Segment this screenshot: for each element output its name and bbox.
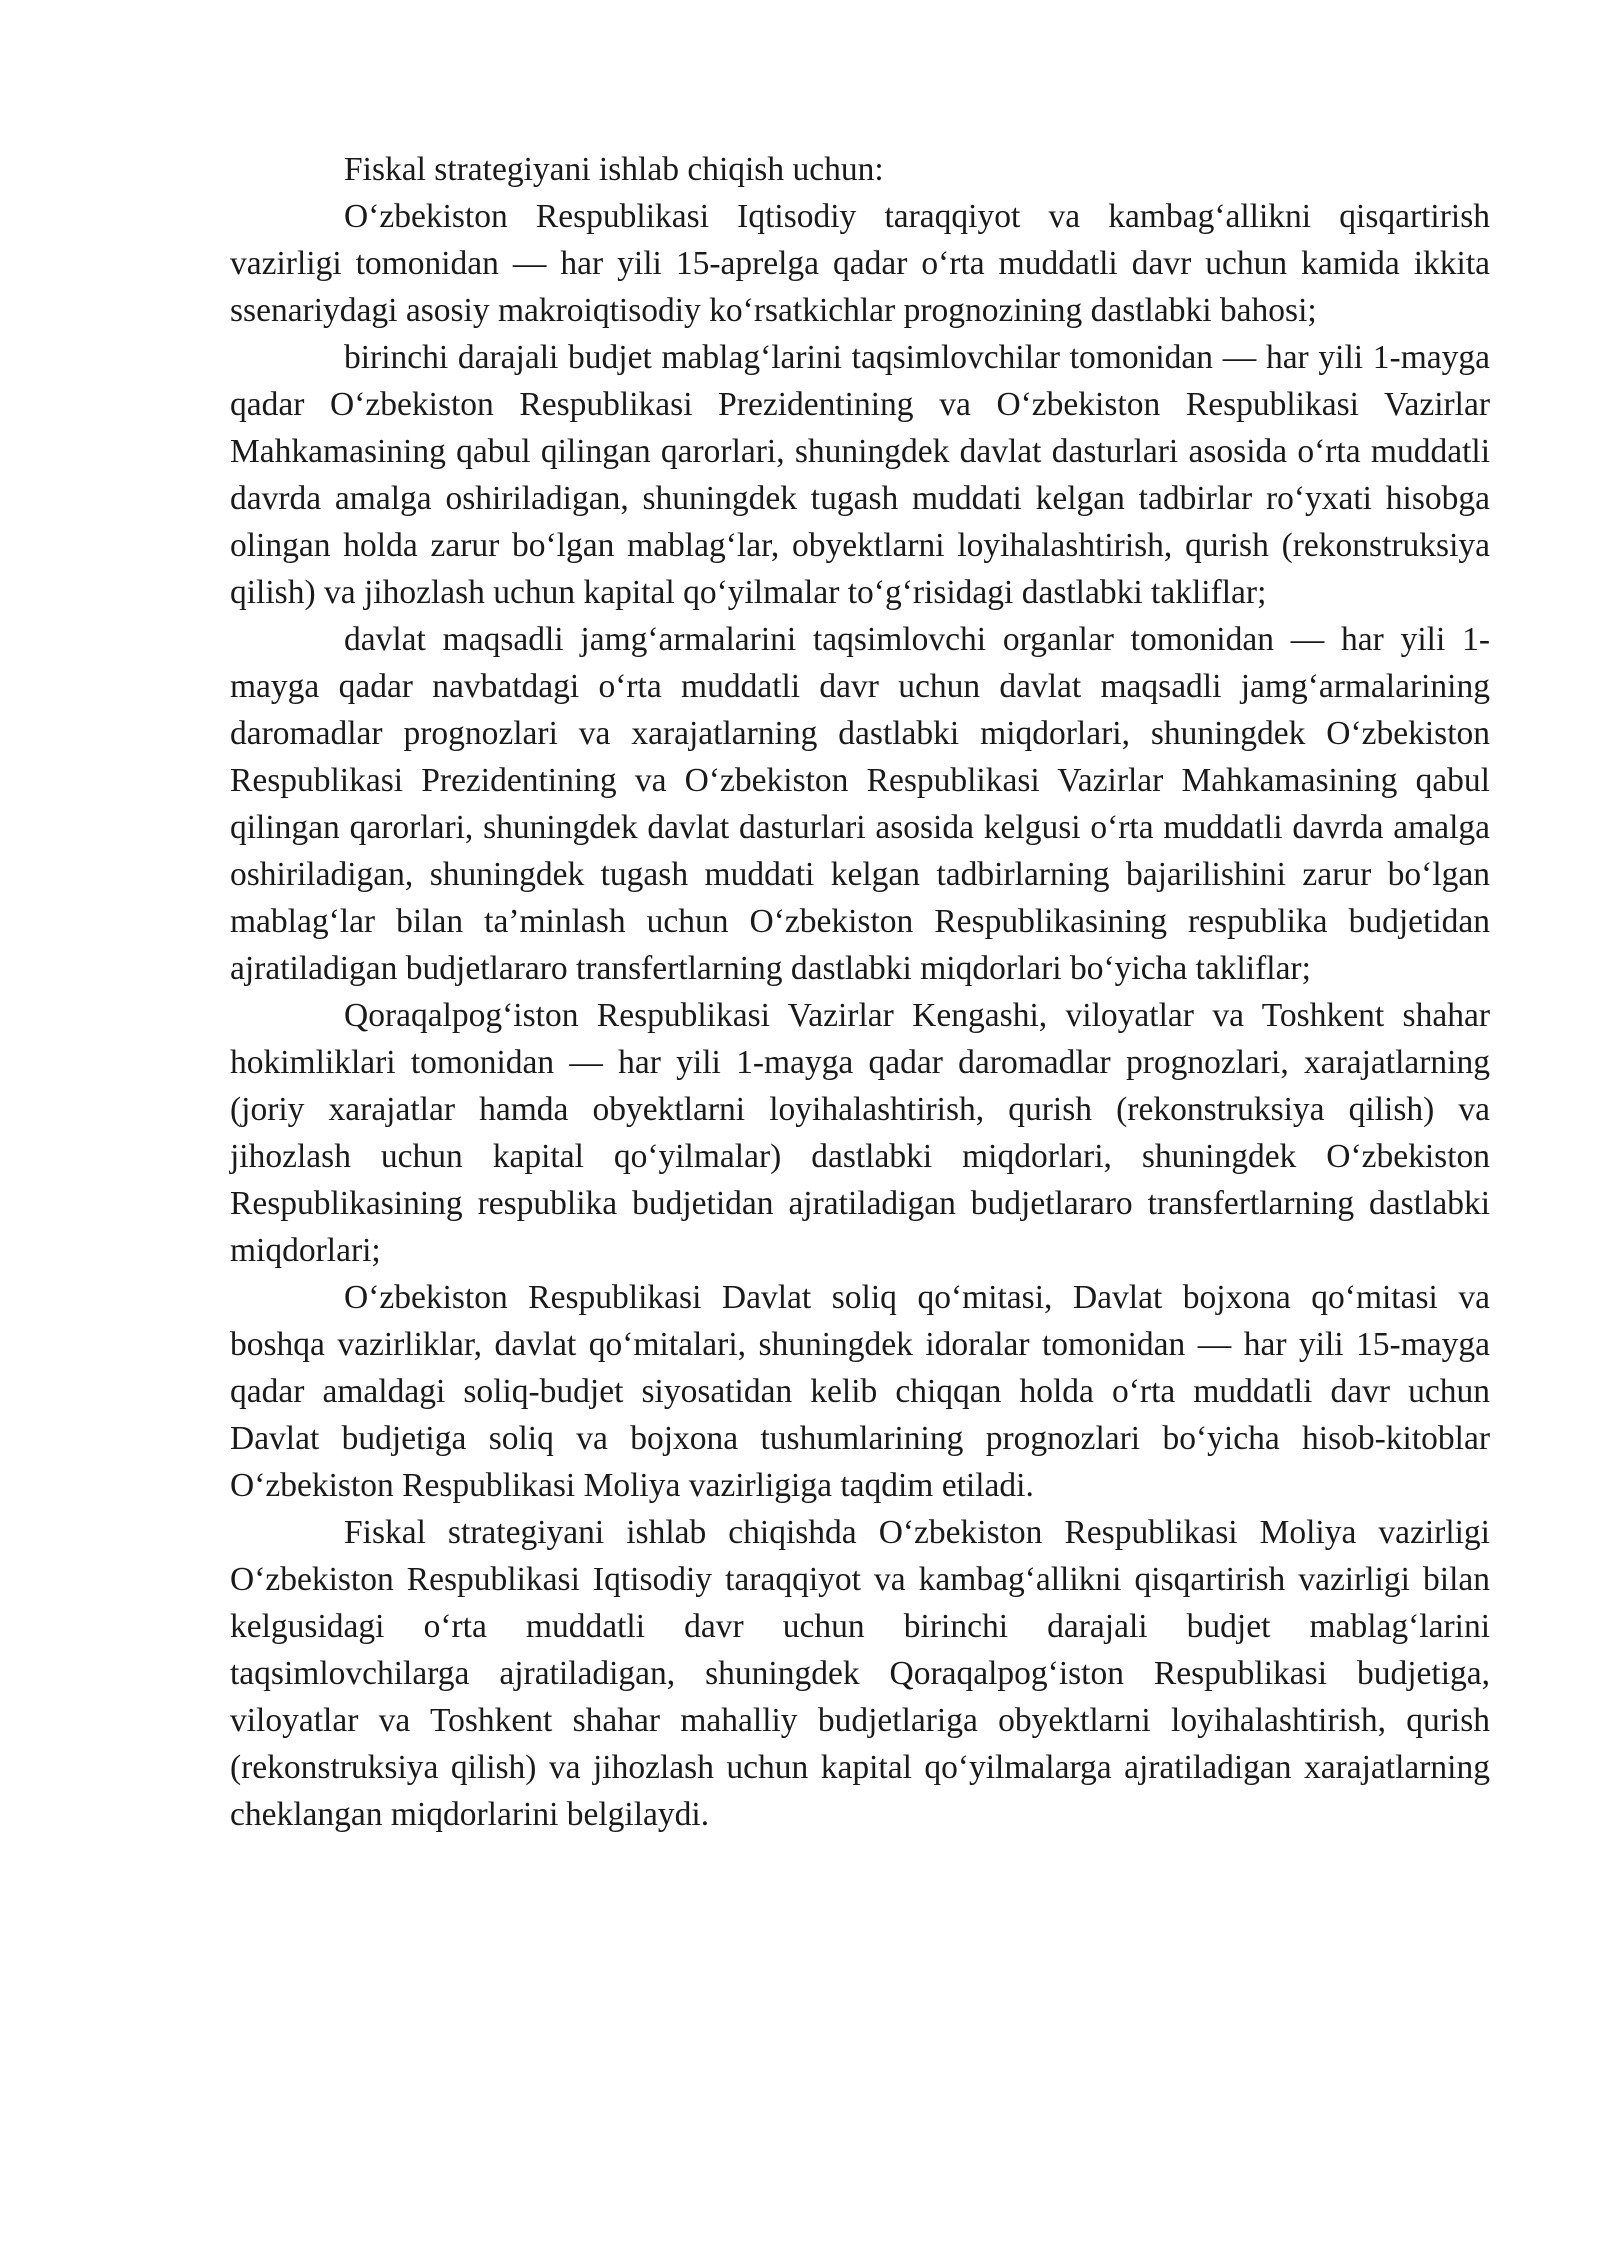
paragraph-budget-distributors: birinchi darajali budjet mablag‘larini taqsimlovchilar tomonidan — har yili 1-mayga qadar O‘zbekiston Respublikasi Prezidentining va O‘zbekiston Respublikasi Vazirlar Mahkamasining qabul qilingan qarorlari, shuningdek davlat dasturlari asosida o‘rta muddatli davrda amalga oshiriladigan, shuningdek tugash muddati kelgan tadbirlar ro‘yxati hisobga olingan holda zarur bo‘lgan mablag‘lar, obyektlarni loyihalashtirish, qurish (rekonstruksiya qilish) va jihozlash uchun kapital qo‘yilmalar to‘g‘risidagi dastlabki takliflar; [230,339,1490,611]
paragraph-ministry-economy: O‘zbekiston Respublikasi Iqtisodiy taraqqiyot va kambag‘allikni qisqartirish vazirligi tomonidan — har yili 15-aprelga qadar o‘rta muddatli davr uchun kamida ikkita ssenariydagi asosiy makroiqtisodiy ko‘rsatkichlar prognozining dastlabki bahosi; [230,198,1490,329]
paragraph-ministry-finance: Fiskal strategiyani ishlab chiqishda O‘zbekiston Respublikasi Moliya vazirligi O‘zbekiston Respublikasi Iqtisodiy taraqqiyot va kambag‘allikni qisqartirish vazirligi bilan kelgusidagi o‘rta muddatli davr uchun birinchi darajali budjet mablag‘larini taqsimlovchilarga ajratiladigan, shuningdek Qoraqalpog‘iston Respublikasi budjetiga, viloyatlar va Toshkent shahar mahalliy budjetlariga obyektlarni loyihalashtirish, qurish (rekonstruksiya qilish) va jihozlash uchun kapital qo‘yilmalarga ajratiladigan xarajatlarning cheklangan miqdorlarini belgilaydi. [230,1514,1490,1833]
paragraph-tax-customs: O‘zbekiston Respublikasi Davlat soliq qo‘mitasi, Davlat bojxona qo‘mitasi va boshqa vazirliklar, davlat qo‘mitalari, shuningdek idoralar tomonidan — har yili 15-mayga qadar amaldagi soliq-budjet siyosatidan kelib chiqqan holda o‘rta muddatli davr uchun Davlat budjetiga soliq va bojxona tushumlarining prognozlari bo‘yicha hisob-kitoblar O‘zbekiston Respublikasi Moliya vazirligiga taqdim etiladi. [230,1279,1490,1504]
paragraph-intro: Fiskal strategiyani ishlab chiqish uchun: [344,151,884,188]
document-page [230,146,1490,1838]
paragraph-target-funds: davlat maqsadli jamg‘armalarini taqsimlovchi organlar tomonidan — har yili 1-mayga qadar navbatdagi o‘rta muddatli davr uchun davlat maqsadli jamg‘armalarining daromadlar prognozlari va xarajatlarning dastlabki miqdorlari, shuningdek O‘zbekiston Respublikasi Prezidentining va O‘zbekiston Respublikasi Vazirlar Mahkamasining qabul qilingan qarorlari, shuningdek davlat dasturlari asosida kelgusi o‘rta muddatli davrda amalga oshiriladigan, shuningdek tugash muddati kelgan tadbirlarning bajarilishini zarur bo‘lgan mablag‘lar bilan ta’minlash uchun O‘zbekiston Respublikasining respublika budjetidan ajratiladigan budjetlararo transfertlarning dastlabki miqdorlari bo‘yicha takliflar; [230,621,1490,987]
paragraph-regional-councils: Qoraqalpog‘iston Respublikasi Vazirlar Kengashi, viloyatlar va Toshkent shahar hokimliklari tomonidan — har yili 1-mayga qadar daromadlar prognozlari, xarajatlarning (joriy xarajatlar hamda obyektlarni loyihalashtirish, qurish (rekonstruksiya qilish) va jihozlash uchun kapital qo‘yilmalar) dastlabki miqdorlari, shuningdek O‘zbekiston Respublikasining respublika budjetidan ajratiladigan budjetlararo transfertlarning dastlabki miqdorlari; [230,997,1490,1269]
